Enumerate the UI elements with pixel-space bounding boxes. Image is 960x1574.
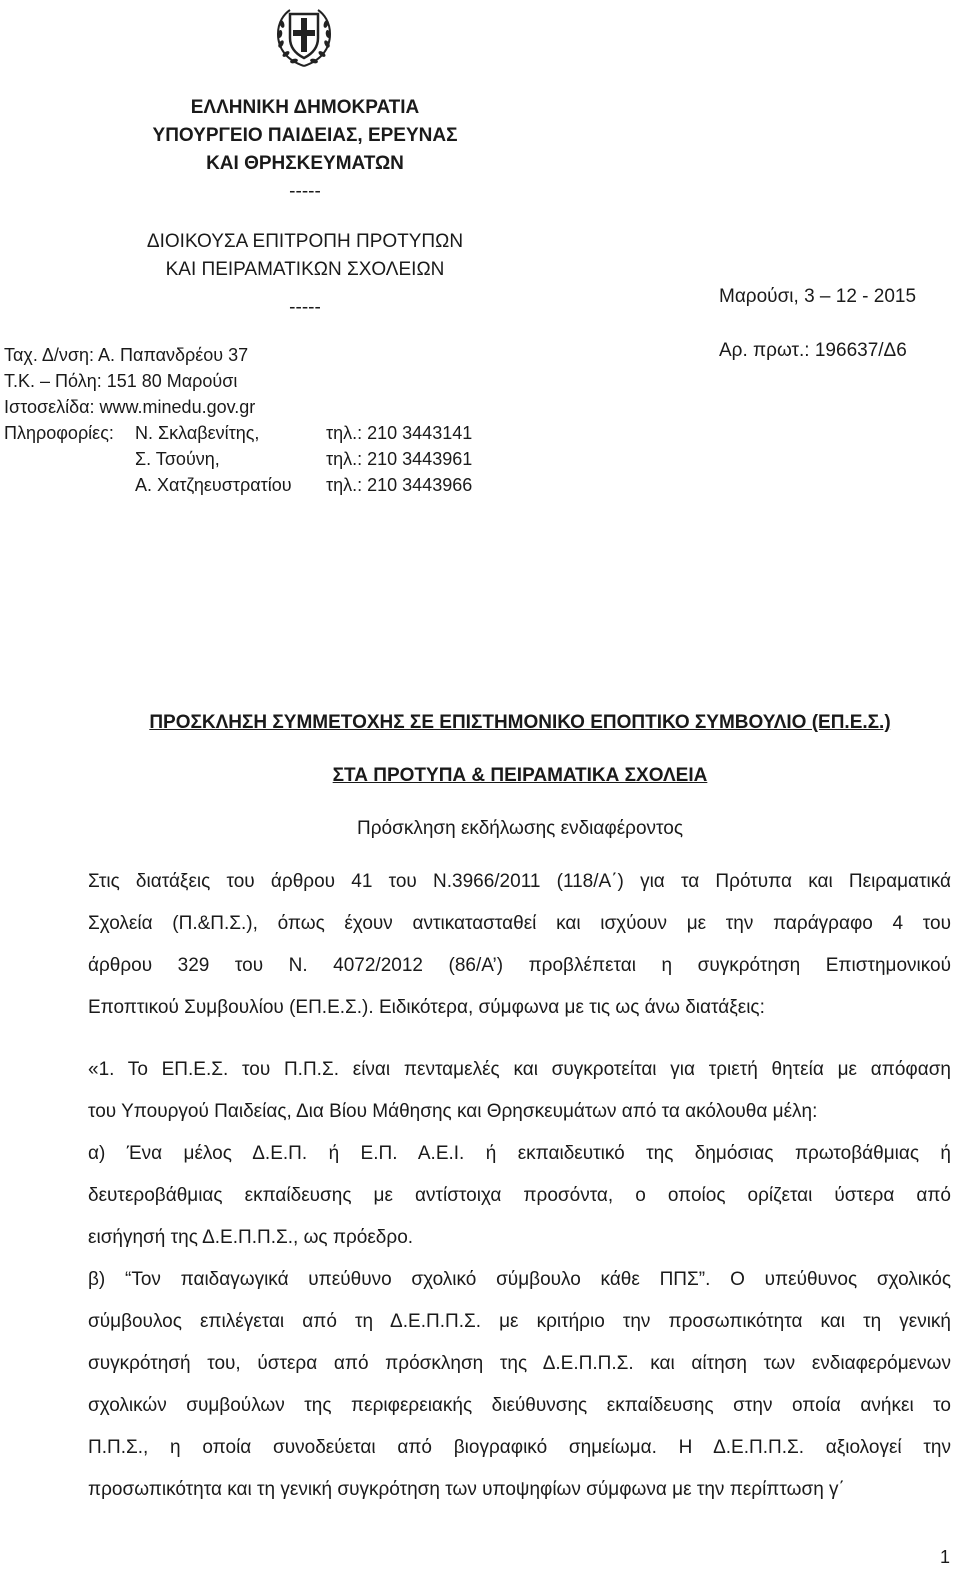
committee-separator: ----- [289, 297, 321, 318]
page-number: 1 [940, 1547, 951, 1567]
info-label: Πληροφορίες: [4, 423, 114, 443]
body-line: σύμβουλος επιλέγεται από τη Δ.Ε.Π.Π.Σ. με κριτήριο την προσωπικότητα και τη γενική [88, 1311, 951, 1332]
body-line: β) “Τον παιδαγωγικά υπεύθυνο σχολικό σύμβουλο κάθε ΠΠΣ”. Ο υπεύθυνος σχολικός [88, 1269, 951, 1290]
body-line: Σχολεία (Π.&Π.Σ.), όπως έχουν αντικατασταθεί και ισχύουν με την παράγραφο 4 του [88, 913, 951, 934]
postal-address: Ταχ. Δ/νση: Α. Παπανδρέου 37 [4, 345, 249, 365]
body-line: α) Ένα μέλος Δ.Ε.Π. ή Ε.Π. Α.Ε.Ι. ή εκπαιδευτικό της δημόσιας πρωτοβάθμιας ή [88, 1143, 951, 1164]
body-line: Εποπτικού Συμβουλίου (ΕΠ.Ε.Σ.). Ειδικότερα, σύμφωνα με τις ως άνω διατάξεις: [88, 997, 765, 1018]
place-date: Μαρούσι, 3 – 12 - 2015 [719, 286, 917, 307]
contact-person-tel: τηλ.: 210 3443966 [326, 475, 473, 495]
committee-heading-line1: ΔΙΟΙΚΟΥΣΑ ΕΠΙΤΡΟΠΗ ΠΡΟΤΥΠΩΝ [146, 231, 464, 252]
body-line: δευτεροβάθμιας εκπαίδευσης με αντίστοιχα προσόντα, ο οποίος ορίζεται ύστερα από [88, 1185, 951, 1206]
body-line: Στις διατάξεις του άρθρου 41 του Ν.3966/2011 (118/Α΄) για τα Πρότυπα και Πειραματικά [88, 871, 951, 892]
header-separator: ----- [289, 181, 321, 202]
body-line: σχολικών συμβούλων της περιφερειακής διεύθυνσης εκπαίδευσης στην οποία ανήκει το [88, 1395, 951, 1416]
contact-person-name: Α. Χατζηευστρατίου [135, 475, 292, 495]
ministry-heading-line2: ΚΑΙ ΘΡΗΣΚΕΥΜΑΤΩΝ [206, 153, 404, 174]
document-subtitle: Πρόσκληση εκδήλωσης ενδιαφέροντος [357, 818, 683, 839]
body-line: άρθρου 329 του Ν. 4072/2012 (86/Α’) προβλέπεται η συγκρότηση Επιστημονικού [88, 955, 951, 976]
document-title-line2: ΣΤΑ ΠΡΟΤΥΠΑ & ΠΕΙΡΑΜΑΤΙΚΑ ΣΧΟΛΕΙΑ [332, 765, 708, 786]
postcode-city: Τ.Κ. – Πόλη: 151 80 Μαρούσι [4, 371, 238, 391]
contact-person-name: Σ. Τσούνη, [135, 449, 220, 469]
contact-person-name: Ν. Σκλαβενίτης, [135, 423, 260, 443]
body-line: προσωπικότητα και τη γενική συγκρότηση των υποψηφίων σύμφωνα με την περίπτωση γ΄ [88, 1479, 845, 1500]
website: Ιστοσελίδα: www.minedu.gov.gr [4, 397, 256, 417]
protocol-number: Αρ. πρωτ.: 196637/Δ6 [719, 340, 907, 361]
contact-person-tel: τηλ.: 210 3443961 [326, 449, 473, 469]
body-line: «1. Το ΕΠ.Ε.Σ. του Π.Π.Σ. είναι πενταμελές και συγκροτείται για τριετή θητεία με απόφαση [88, 1059, 951, 1080]
greek-state-emblem-icon [272, 4, 336, 70]
committee-heading-line2: ΚΑΙ ΠΕΙΡΑΜΑΤΙΚΩΝ ΣΧΟΛΕΙΩΝ [165, 259, 445, 280]
ministry-heading-line1: ΥΠΟΥΡΓΕΙΟ ΠΑΙΔΕΙΑΣ, ΕΡΕΥΝΑΣ [152, 125, 458, 146]
body-line: συγκρότησή του, ύστερα από πρόσκληση της Δ.Ε.Π.Π.Σ. και αίτηση των ενδιαφερόμενων [88, 1353, 951, 1374]
body-line: Π.Π.Σ., η οποία συνοδεύεται από βιογραφικό σημείωμα. Η Δ.Ε.Π.Π.Σ. αξιολογεί την [88, 1437, 951, 1458]
contact-person-tel: τηλ.: 210 3443141 [326, 423, 473, 443]
document-title-line1: ΠΡΟΣΚΛΗΣΗ ΣΥΜΜΕΤΟΧΗΣ ΣΕ ΕΠΙΣΤΗΜΟΝΙΚΟ ΕΠΟΠΤΙΚΟ ΣΥΜΒΟΥΛΙΟ (ΕΠ.Ε.Σ.) [149, 712, 891, 733]
body-line: εισήγησή της Δ.Ε.Π.Π.Σ., ως πρόεδρο. [88, 1227, 414, 1248]
republic-heading: ΕΛΛΗΝΙΚΗ ΔΗΜΟΚΡΑΤΙΑ [190, 97, 420, 118]
body-line: του Υπουργού Παιδείας, Δια Βίου Μάθησης και Θρησκευμάτων από τα ακόλουθα μέλη: [88, 1101, 818, 1122]
